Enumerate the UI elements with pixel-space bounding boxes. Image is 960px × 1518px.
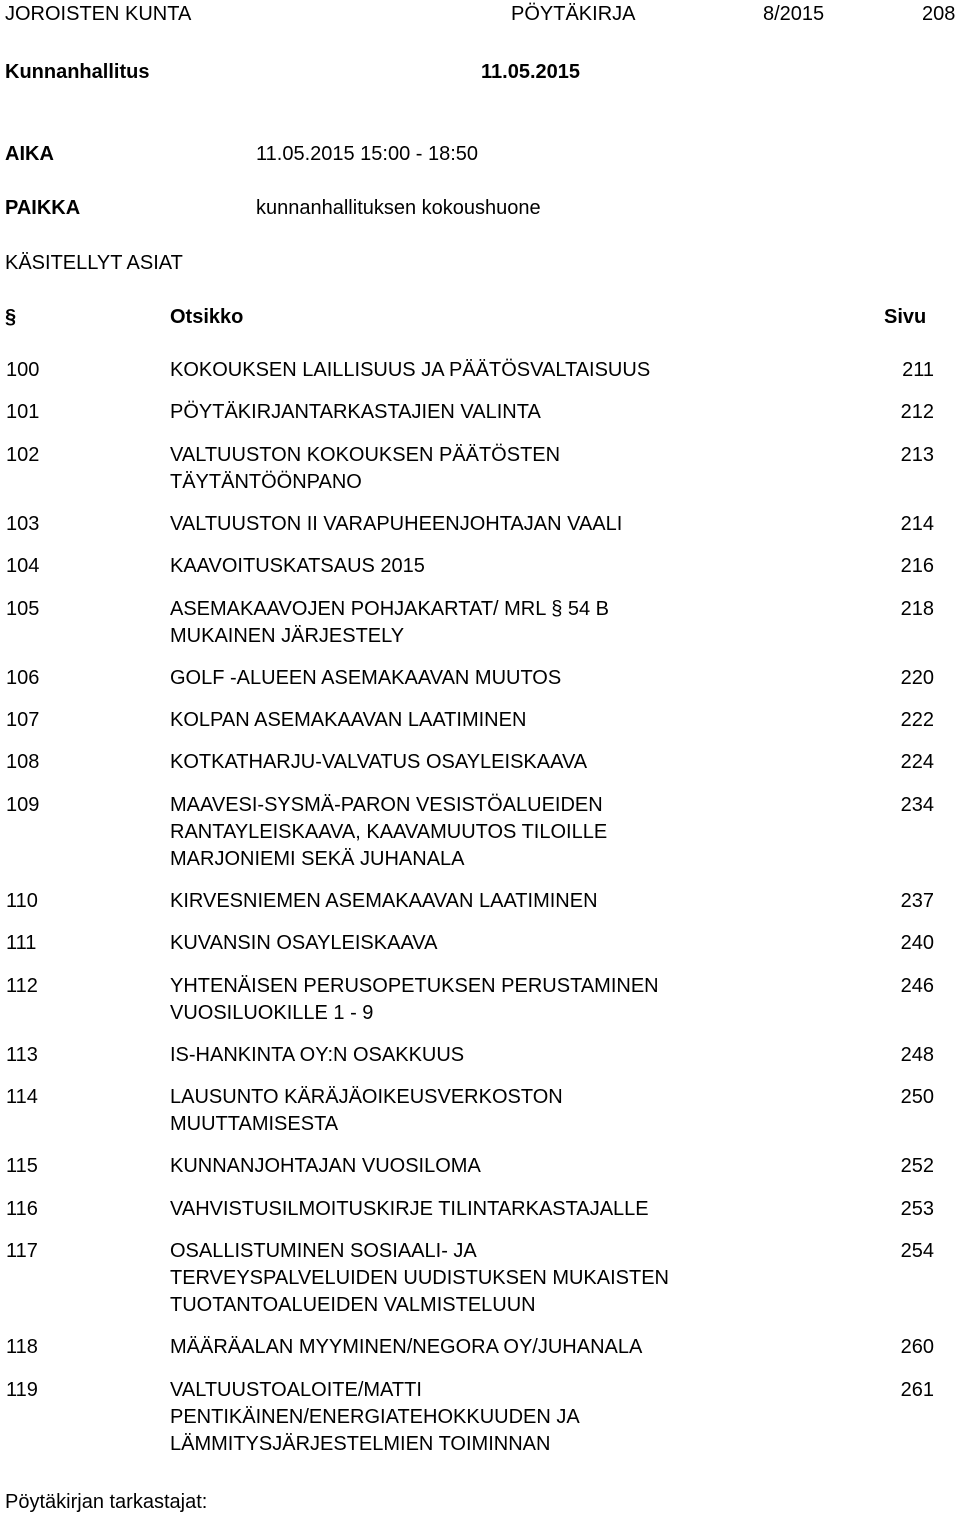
items-heading: KÄSITELLYT ASIAT — [5, 252, 183, 274]
row-page: 240 — [900, 932, 934, 954]
row-number: 115 — [6, 1155, 38, 1177]
document-number: 8/2015 — [763, 3, 825, 25]
row-title: IS-HANKINTA OY:N OSAKKUUS — [170, 1044, 465, 1066]
row-title: ASEMAKAAVOJEN POHJAKARTAT/ MRL § 54 B MUKAINEN JÄRJESTELY — [170, 598, 610, 647]
row-page: 237 — [900, 890, 934, 912]
page-number: 208 — [922, 3, 956, 25]
row-number: 119 — [6, 1379, 38, 1401]
row-page: 212 — [900, 401, 934, 423]
row-page: 252 — [900, 1155, 934, 1177]
row-page: 218 — [900, 598, 934, 620]
document-type: PÖYTÄKIRJA — [511, 3, 636, 25]
row-title: KUVANSIN OSAYLEISKAAVA — [170, 932, 438, 954]
row-page: 222 — [900, 709, 934, 731]
row-page: 250 — [900, 1086, 934, 1108]
row-title: MAAVESI-SYSMÄ-PARON VESISTÖALUEIDEN RANTAYLEISKAAVA, KAAVAMUUTOS TILOILLE MARJONIEMI SEKÄ JUHANALA — [170, 794, 608, 870]
row-number: 107 — [6, 709, 40, 731]
row-number: 102 — [6, 444, 40, 466]
row-number: 113 — [6, 1044, 38, 1066]
row-number: 106 — [6, 667, 40, 689]
row-number: 112 — [6, 975, 38, 997]
row-title: KUNNANJOHTAJAN VUOSILOMA — [170, 1155, 481, 1177]
row-number: 117 — [6, 1240, 38, 1262]
row-page: 214 — [900, 513, 934, 535]
row-page: 213 — [900, 444, 934, 466]
row-title: KOKOUKSEN LAILLISUUS JA PÄÄTÖSVALTAISUUS — [170, 359, 651, 381]
row-number: 103 — [6, 513, 40, 535]
row-title: GOLF -ALUEEN ASEMAKAAVAN MUUTOS — [170, 667, 562, 689]
row-page: 254 — [900, 1240, 934, 1262]
row-title: VALTUUSTOALOITE/MATTI PENTIKÄINEN/ENERGIATEHOKKUUDEN JA LÄMMITYSJÄRJESTELMIEN TOIMINNAN — [170, 1379, 580, 1455]
row-number: 109 — [6, 794, 40, 816]
row-title: MÄÄRÄALAN MYYMINEN/NEGORA OY/JUHANALA — [170, 1336, 643, 1358]
column-header-section: § — [5, 306, 17, 328]
row-title: OSALLISTUMINEN SOSIAALI- JA TERVEYSPALVELUIDEN UUDISTUKSEN MUKAISTEN TUOTANTOALUEIDEN VALMISTELUUN — [170, 1240, 670, 1316]
row-page: 248 — [900, 1044, 934, 1066]
row-number: 118 — [6, 1336, 38, 1358]
row-title: VAHVISTUSILMOITUSKIRJE TILINTARKASTAJALLE — [170, 1198, 649, 1220]
row-number: 114 — [6, 1086, 38, 1108]
column-header-page: Sivu — [884, 306, 927, 328]
row-page: 234 — [900, 794, 934, 816]
row-number: 110 — [6, 890, 38, 912]
row-title: VALTUUSTON KOKOUKSEN PÄÄTÖSTEN TÄYTÄNTÖÖNPANO — [170, 444, 561, 493]
row-page: 220 — [900, 667, 934, 689]
governing-body: Kunnanhallitus — [5, 61, 150, 83]
place-value: kunnanhallituksen kokoushuone — [256, 197, 541, 219]
row-page: 216 — [900, 555, 934, 577]
row-page: 253 — [900, 1198, 934, 1220]
row-title: KAAVOITUSKATSAUS 2015 — [170, 555, 425, 577]
row-page: 260 — [900, 1336, 934, 1358]
meeting-date: 11.05.2015 — [481, 61, 580, 83]
row-title: KIRVESNIEMEN ASEMAKAAVAN LAATIMINEN — [170, 890, 598, 912]
time-value: 11.05.2015 15:00 - 18:50 — [256, 143, 479, 165]
row-number: 108 — [6, 751, 40, 773]
row-title: KOLPAN ASEMAKAAVAN LAATIMINEN — [170, 709, 527, 731]
row-title: PÖYTÄKIRJANTARKASTAJIEN VALINTA — [170, 401, 541, 423]
row-page: 224 — [900, 751, 934, 773]
row-number: 111 — [6, 932, 37, 954]
municipality-name: JOROISTEN KUNTA — [5, 3, 192, 25]
row-number: 101 — [6, 401, 40, 423]
row-number: 116 — [6, 1198, 38, 1220]
row-page: 246 — [900, 975, 934, 997]
row-number: 105 — [6, 598, 40, 620]
row-page: 211 — [902, 359, 934, 381]
row-title: YHTENÄISEN PERUSOPETUKSEN PERUSTAMINEN VUOSILUOKILLE 1 - 9 — [170, 975, 659, 1024]
row-number: 100 — [6, 359, 40, 381]
time-label: AIKA — [5, 143, 54, 165]
reviewers-label: Pöytäkirjan tarkastajat: — [5, 1491, 208, 1513]
place-label: PAIKKA — [5, 197, 81, 219]
row-number: 104 — [6, 555, 40, 577]
row-title: VALTUUSTON II VARAPUHEENJOHTAJAN VAALI — [170, 513, 623, 535]
row-title: LAUSUNTO KÄRÄJÄOIKEUSVERKOSTON MUUTTAMISESTA — [170, 1086, 563, 1135]
row-title: KOTKATHARJU-VALVATUS OSAYLEISKAAVA — [170, 751, 588, 773]
column-header-title: Otsikko — [170, 306, 244, 328]
row-page: 261 — [900, 1379, 934, 1401]
